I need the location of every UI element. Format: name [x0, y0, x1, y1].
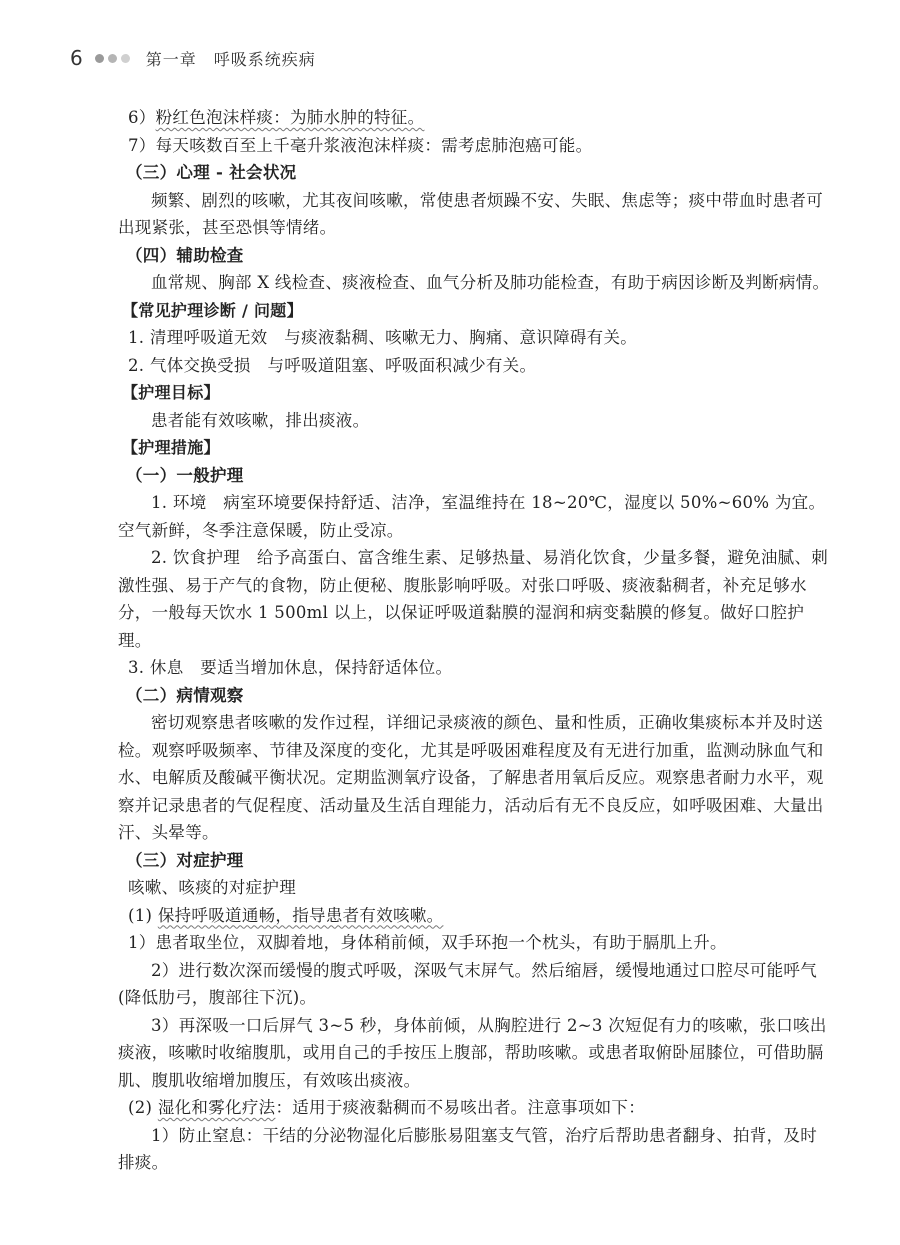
list-item — [118, 1094, 830, 1122]
subsection-heading: （二）病情观察 — [126, 685, 244, 705]
paragraph: 频繁、剧烈的咳嗽，尤其夜间咳嗽，常使患者烦躁不安、失眠、焦虑等；痰中带血时患者可出现紧张，甚至恐惧等情绪。 — [118, 190, 823, 237]
decorative-dots — [95, 54, 134, 63]
section-heading: 【护理措施】 — [122, 438, 220, 457]
list-item: 3）再深吸一口后屏气 3~5 秒，身体前倾，从胸腔进行 2~3 次短促有力的咳嗽，张口咳出痰液，咳嗽时收缩腹肌，或用自己的手按压上腹部，帮助咳嗽。或患者取俯卧屈膝位，可借助膈肌、腹肌收缩增加腹压，有效咳出痰液。 — [118, 1015, 827, 1090]
section-heading: 【常见护理诊断 / 问题】 — [122, 300, 303, 320]
paragraph: 1. 环境 病室环境要保持舒适、洁净，室温维持在 18~20℃，湿度以 50%~60% 为宜。空气新鲜，冬季注意保暖，防止受凉。 — [118, 493, 826, 540]
list-item: 7）每天咳数百至上千毫升浆液泡沫样痰：需考虑肺泡癌可能。 — [128, 135, 593, 155]
paragraph: 2. 饮食护理 给予高蛋白、富含维生素、足够热量、易消化饮食，少量多餐，避免油腻、刺激性强、易于产气的食物，防止便秘、腹胀影响呼吸。对张口呼吸、痰液黏稠者，补充足够水分，一般每天饮水 1 500ml 以上，以保证呼吸道黏膜的湿润和病变黏膜的修复。做好口腔护理。 — [118, 548, 829, 650]
paragraph: 咳嗽、咳痰的对症护理 — [128, 878, 296, 897]
list-item: 2）进行数次深而缓慢的腹式呼吸，深吸气末屏气。然后缩唇，缓慢地通过口腔尽可能呼气(降低肋弓，腹部往下沉)。 — [118, 960, 817, 1007]
item-number: (1) — [128, 905, 158, 925]
subsection-heading: （一）一般护理 — [126, 465, 244, 485]
page-header — [70, 46, 316, 70]
emphasized-text: 保持呼吸道通畅，指导患者有效咳嗽。 — [157, 905, 444, 925]
section-heading: （四）辅助检查 — [126, 245, 244, 265]
section-heading: （三）心理 - 社会状况 — [126, 163, 297, 182]
item-text: ：适用于痰液黏稠而不易咳出者。注意事项如下： — [275, 1098, 646, 1117]
paragraph: 血常规、胸部 X 线检查、痰液检查、血气分析及肺功能检查，有助于病因诊断及判断病情。 — [151, 273, 830, 292]
list-item: 1. 清理呼吸道无效 与痰液黏稠、咳嗽无力、胸痛、意识障碍有关。 — [128, 328, 638, 347]
list-item: 1）防止窒息：干结的分泌物湿化后膨胀易阻塞支气管，治疗后帮助患者翻身、拍背，及时排痰。 — [118, 1125, 817, 1172]
page-number: 6 — [70, 46, 83, 70]
item-number: 6） — [128, 108, 156, 127]
section-heading: 【护理目标】 — [122, 383, 220, 402]
subsection-heading: （三）对症护理 — [126, 850, 244, 870]
dot-icon — [108, 54, 117, 63]
item-number: (2) — [128, 1098, 158, 1117]
paragraph: 密切观察患者咳嗽的发作过程，详细记录痰液的颜色、量和性质，正确收集痰标本并及时送检。观察呼吸频率、节律及深度的变化，尤其是呼吸困难程度及有无进行加重，监测动脉血气和水、电解质及酸碱平衡状况。定期监测氧疗设备，了解患者用氧后反应。观察患者耐力水平，观察并记录患者的气促程度、活动量及生活自理能力，活动后有无不良反应，如呼吸困难、大量出汗、头晕等。 — [118, 713, 824, 842]
emphasized-text: 粉红色泡沫样痰：为肺水肿的特征。 — [155, 108, 425, 127]
paragraph: 患者能有效咳嗽，排出痰液。 — [151, 410, 370, 430]
list-item: 1）患者取坐位，双脚着地，身体稍前倾，双手环抱一个枕头，有助于膈肌上升。 — [128, 933, 727, 952]
dot-icon — [121, 54, 130, 63]
list-item: 2. 气体交换受损 与呼吸道阻塞、呼吸面积减少有关。 — [128, 355, 537, 375]
paragraph: 3. 休息 要适当增加休息，保持舒适体位。 — [128, 658, 453, 677]
page-body — [118, 104, 830, 1177]
list-item — [118, 902, 830, 930]
list-item — [118, 104, 830, 132]
emphasized-text: 湿化和雾化疗法 — [157, 1098, 276, 1117]
dot-icon — [95, 54, 104, 63]
chapter-title: 第一章 呼吸系统疾病 — [145, 49, 316, 69]
